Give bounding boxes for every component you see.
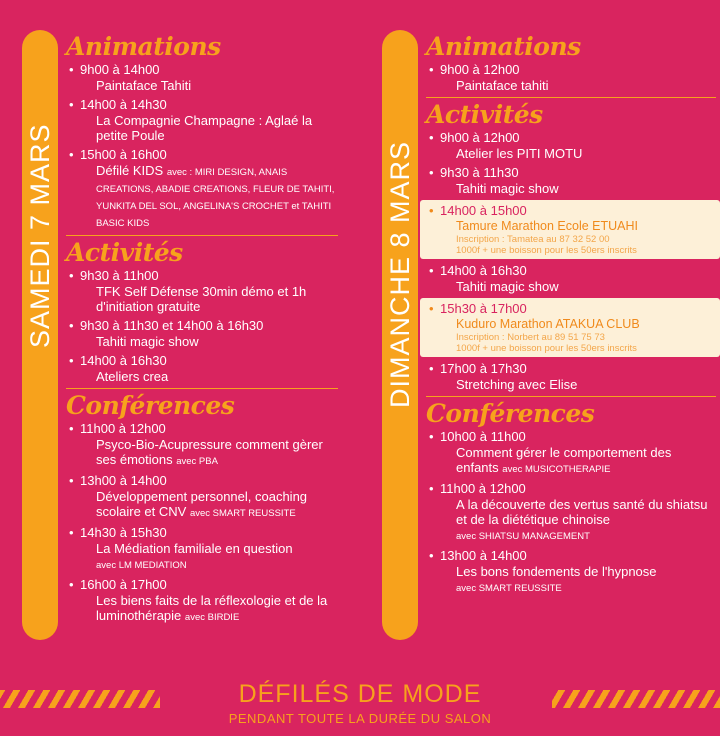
event-item xyxy=(66,525,338,573)
bullet-icon: • xyxy=(69,577,74,592)
bullet-icon: • xyxy=(429,263,434,278)
event-time: 14h30 à 15h30 xyxy=(80,525,167,540)
event-desc: Tahiti magic show xyxy=(456,181,559,196)
bullet-icon: • xyxy=(69,97,74,112)
event-item xyxy=(426,429,716,477)
event-item xyxy=(66,97,338,143)
event-item xyxy=(426,62,716,93)
event-desc-small: avec PBA xyxy=(176,456,218,467)
event-item xyxy=(66,353,338,384)
event-desc xyxy=(80,437,338,469)
event-time: 14h00 à 14h30 xyxy=(80,97,167,112)
section-divider xyxy=(426,97,716,98)
bullet-icon: • xyxy=(429,429,434,444)
highlighted-event xyxy=(420,298,720,357)
event-desc-small: avec : MIRI DESIGN, ANAIS CREATIONS, ABADIE CREATIONS, FLEUR DE TAHITI, YUNKITA DEL SOL, ANGELINA'S CROCHET et TAHITI BASIC KIDS xyxy=(96,167,335,229)
event-time: 13h00 à 14h00 xyxy=(80,473,167,488)
event-item xyxy=(426,481,716,544)
event-item xyxy=(66,147,338,231)
event-time: 15h00 à 16h00 xyxy=(80,147,167,162)
section-title: Animations xyxy=(66,32,221,61)
footer-subtitle: PENDANT TOUTE LA DURÉE DU SALON xyxy=(228,711,492,726)
event-time: 14h00 à 16h30 xyxy=(440,263,527,278)
event-price: 1000f + une boisson pour les 50ers inscrits xyxy=(456,343,637,354)
event-title: Tamure Marathon Ecole ETUAHI xyxy=(456,219,639,233)
event-desc xyxy=(80,541,338,573)
event-desc-small: avec SHIATSU MANAGEMENT xyxy=(456,531,590,542)
event-time: 9h00 à 12h00 xyxy=(440,130,520,145)
section-divider xyxy=(66,388,338,389)
event-time: 15h30 à 17h00 xyxy=(440,301,527,316)
saturday-column xyxy=(66,32,338,629)
event-item xyxy=(66,577,338,625)
bullet-icon: • xyxy=(69,421,74,436)
event-desc: Ateliers crea xyxy=(96,369,169,384)
event-item xyxy=(66,268,338,314)
bullet-icon: • xyxy=(429,481,434,496)
event-desc xyxy=(80,489,338,521)
event-desc: La Compagnie Champagne : Aglaé la petite Poule xyxy=(96,113,313,143)
event-desc: Paintaface Tahiti xyxy=(96,78,192,93)
event-desc: Tahiti magic show xyxy=(96,334,199,349)
event-desc xyxy=(440,497,716,544)
bullet-icon: • xyxy=(429,301,434,316)
bullet-icon: • xyxy=(429,165,434,180)
event-item xyxy=(426,165,716,196)
event-time: 9h30 à 11h30 xyxy=(440,165,519,180)
event-desc: Tahiti magic show xyxy=(456,279,559,294)
event-desc xyxy=(440,219,716,256)
event-item xyxy=(66,318,338,349)
bullet-icon: • xyxy=(69,62,74,77)
event-desc: Paintaface tahiti xyxy=(456,78,549,93)
bullet-icon: • xyxy=(69,473,74,488)
sunday-column xyxy=(426,32,716,600)
bullet-icon: • xyxy=(429,62,434,77)
event-price: 1000f + une boisson pour les 50ers inscrits xyxy=(456,245,637,256)
saturday-animations xyxy=(66,32,338,236)
event-item xyxy=(66,473,338,521)
event-time: 11h00 à 12h00 xyxy=(80,421,166,436)
saturday-activites xyxy=(66,238,338,389)
event-desc: TFK Self Défense 30min démo et 1h d'initiation gratuite xyxy=(96,284,307,314)
event-time: 14h00 à 16h30 xyxy=(80,353,167,368)
bullet-icon: • xyxy=(429,203,434,218)
event-desc-main: Défilé KIDS xyxy=(96,163,164,178)
event-desc-small: avec SMART REUSSITE xyxy=(189,508,296,519)
event-item xyxy=(66,62,338,93)
bullet-icon: • xyxy=(69,318,74,333)
event-time: 9h00 à 12h00 xyxy=(440,62,520,77)
event-desc-main: Les bons fondements de l'hypnose xyxy=(456,564,657,579)
event-desc: Stretching avec Elise xyxy=(456,377,578,392)
section-divider xyxy=(66,235,338,236)
day-bar-saturday xyxy=(22,30,58,640)
event-time: 9h30 à 11h30 et 14h00 à 16h30 xyxy=(80,318,264,333)
day-label-sunday: DIMANCHE 8 MARS xyxy=(384,140,415,408)
event-time: 10h00 à 11h00 xyxy=(440,429,526,444)
event-registration: Inscription : Tamatea au 87 32 52 00 xyxy=(456,234,610,245)
event-desc-small: avec BIRDIE xyxy=(184,612,240,623)
bullet-icon: • xyxy=(69,147,74,162)
event-registration: Inscription : Norbert au 89 51 75 73 xyxy=(456,332,605,343)
event-time: 11h00 à 12h00 xyxy=(440,481,526,496)
event-desc-small: avec LM MEDIATION xyxy=(96,560,187,571)
event-item xyxy=(426,548,716,596)
event-item xyxy=(426,130,716,161)
section-divider xyxy=(426,396,716,397)
day-label-saturday: SAMEDI 7 MARS xyxy=(24,123,55,348)
bullet-icon: • xyxy=(69,525,74,540)
event-desc-main: Psyco-Bio-Acupressure comment gèrer ses émotions xyxy=(96,437,323,467)
event-time: 16h00 à 17h00 xyxy=(80,577,167,592)
section-title: Animations xyxy=(426,32,581,61)
event-desc-small: avec SMART REUSSITE xyxy=(456,583,562,594)
bullet-icon: • xyxy=(69,268,74,283)
sunday-conferences xyxy=(426,399,716,596)
saturday-conferences xyxy=(66,391,338,625)
event-item xyxy=(66,421,338,469)
event-desc-main: Comment gérer le comportement des enfants xyxy=(456,445,672,475)
event-desc xyxy=(440,445,716,477)
day-bar-sunday xyxy=(382,30,418,640)
footer-banner xyxy=(0,678,720,736)
sunday-animations xyxy=(426,32,716,98)
section-title: Conférences xyxy=(66,391,235,420)
event-time: 14h00 à 15h00 xyxy=(440,203,527,218)
event-desc: Atelier les PITI MOTU xyxy=(456,146,583,161)
event-desc-main: La Médiation familiale en question xyxy=(96,541,293,556)
section-title: Conférences xyxy=(426,399,595,428)
event-desc xyxy=(440,564,716,596)
highlighted-event xyxy=(420,200,720,259)
footer-title: DÉFILÉS DE MODE xyxy=(238,680,482,708)
event-desc-small: avec MUSICOTHERAPIE xyxy=(502,464,611,475)
event-desc xyxy=(80,163,338,231)
bullet-icon: • xyxy=(429,548,434,563)
event-time: 13h00 à 14h00 xyxy=(440,548,527,563)
section-title: Activités xyxy=(426,100,543,129)
event-time: 17h00 à 17h30 xyxy=(440,361,527,376)
bullet-icon: • xyxy=(429,361,434,376)
event-time: 9h00 à 14h00 xyxy=(80,62,160,77)
event-desc-main: A la découverte des vertus santé du shiatsu et de la diététique chinoise xyxy=(456,497,708,527)
section-title: Activités xyxy=(66,238,183,267)
event-desc-main: Les biens faits de la réflexologie et de la luminothérapie xyxy=(96,593,328,623)
bullet-icon: • xyxy=(429,130,434,145)
event-title: Kuduro Marathon ATAKUA CLUB xyxy=(456,317,640,331)
sunday-activites xyxy=(426,100,716,397)
event-time: 9h30 à 11h00 xyxy=(80,268,159,283)
event-item xyxy=(426,263,716,294)
bullet-icon: • xyxy=(69,353,74,368)
event-desc-main: Développement personnel, coaching scolaire et CNV xyxy=(96,489,308,519)
event-item xyxy=(426,361,716,392)
event-desc xyxy=(440,317,716,354)
event-desc xyxy=(80,593,338,625)
